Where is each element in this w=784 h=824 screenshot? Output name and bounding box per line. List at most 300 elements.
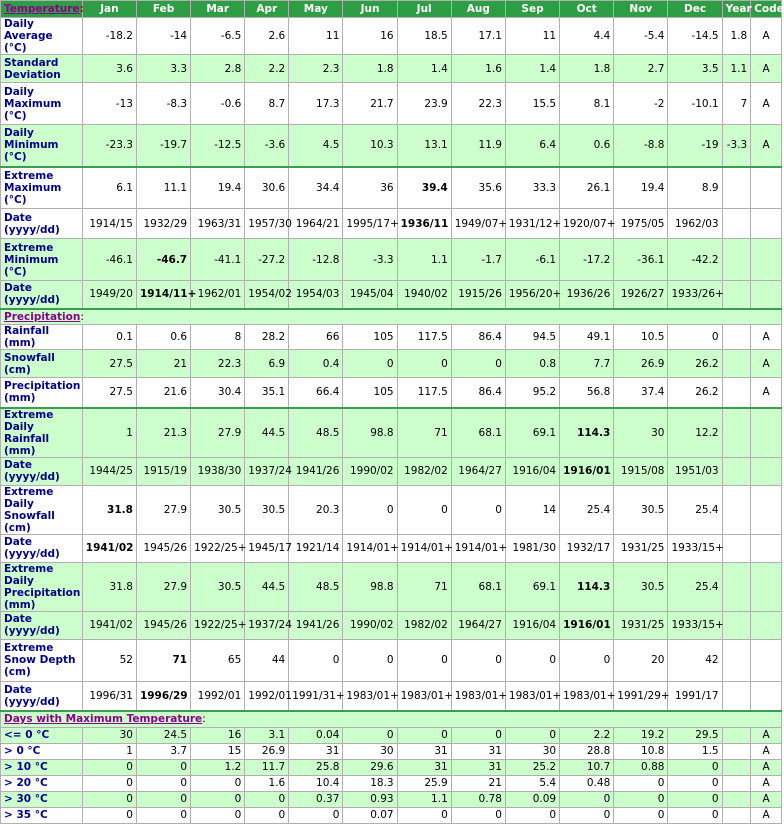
table-cell: 29.5 — [668, 727, 722, 743]
table-cell: 0 — [245, 807, 289, 823]
table-cell: 1991/31+ — [289, 681, 343, 711]
row-label: <= 0 °C — [1, 727, 83, 743]
table-cell: -8.3 — [136, 83, 190, 125]
table-row — [1, 759, 782, 775]
table-cell: 13.1 — [397, 125, 451, 167]
table-row — [1, 209, 782, 239]
table-cell — [722, 611, 751, 639]
table-cell: 0 — [343, 350, 397, 378]
code-cell: A — [751, 775, 782, 791]
table-cell: 3.7 — [136, 743, 190, 759]
table-cell: 48.5 — [289, 562, 343, 611]
table-cell: 0 — [343, 485, 397, 534]
table-cell: 0 — [560, 639, 614, 681]
table-cell: 1990/02 — [343, 457, 397, 485]
section-heading: Days with Maximum Temperature: — [1, 711, 782, 727]
table-cell: 27.5 — [82, 350, 136, 378]
table-cell: 3.5 — [668, 55, 722, 83]
table-cell: 68.1 — [451, 408, 505, 458]
table-cell: 8 — [191, 325, 245, 350]
table-cell: 0.6 — [560, 125, 614, 167]
table-cell: 48.5 — [289, 408, 343, 458]
table-cell: 7 — [722, 83, 751, 125]
table-cell: 1945/04 — [343, 281, 397, 309]
table-cell: 1.2 — [191, 759, 245, 775]
code-cell — [751, 209, 782, 239]
table-row — [1, 611, 782, 639]
table-cell: 49.1 — [560, 325, 614, 350]
table-cell: 20.3 — [289, 485, 343, 534]
table-row — [1, 727, 782, 743]
table-cell: 94.5 — [505, 325, 559, 350]
table-cell: 1982/02 — [397, 611, 451, 639]
table-cell: 19.4 — [614, 167, 668, 209]
table-cell: 0.6 — [136, 325, 190, 350]
table-row — [1, 562, 782, 611]
table-cell: 1945/26 — [136, 611, 190, 639]
table-cell: 11.9 — [451, 125, 505, 167]
table-cell: 30 — [343, 743, 397, 759]
table-cell: 66 — [289, 325, 343, 350]
table-cell: 1933/26+ — [668, 281, 722, 309]
code-cell: A — [751, 743, 782, 759]
table-cell — [722, 743, 751, 759]
table-cell — [722, 378, 751, 408]
table-cell: 0 — [451, 639, 505, 681]
table-cell: 0 — [397, 350, 451, 378]
table-cell: 117.5 — [397, 325, 451, 350]
table-cell: 0.1 — [82, 325, 136, 350]
code-cell — [751, 239, 782, 281]
table-row — [1, 125, 782, 167]
table-cell: 66.4 — [289, 378, 343, 408]
row-label: > 20 °C — [1, 775, 83, 791]
row-label: Daily Minimum (°C) — [1, 125, 83, 167]
header-mar: Mar — [191, 1, 245, 18]
code-cell — [751, 485, 782, 534]
code-cell — [751, 611, 782, 639]
table-cell: 0.8 — [505, 350, 559, 378]
table-cell: 2.2 — [560, 727, 614, 743]
table-cell: 1.8 — [343, 55, 397, 83]
table-cell: -8.8 — [614, 125, 668, 167]
table-cell: 30.6 — [245, 167, 289, 209]
table-cell: 0 — [136, 775, 190, 791]
table-cell: 17.3 — [289, 83, 343, 125]
table-cell: 1936/11 — [397, 209, 451, 239]
table-cell — [722, 239, 751, 281]
table-row — [1, 55, 782, 83]
table-cell: -12.5 — [191, 125, 245, 167]
header-jan: Jan — [82, 1, 136, 18]
table-cell — [722, 534, 751, 562]
table-cell: 105 — [343, 378, 397, 408]
code-cell — [751, 408, 782, 458]
table-cell: 5.4 — [505, 775, 559, 791]
table-cell: 0 — [451, 727, 505, 743]
table-cell: 1933/15+ — [668, 611, 722, 639]
section-heading: Precipitation: — [1, 309, 782, 325]
table-cell: 3.3 — [136, 55, 190, 83]
table-cell: 1995/17+ — [343, 209, 397, 239]
table-cell: 21 — [451, 775, 505, 791]
table-cell: 30 — [505, 743, 559, 759]
row-label: Snowfall (cm) — [1, 350, 83, 378]
table-cell: 26.9 — [614, 350, 668, 378]
table-cell: 1964/27 — [451, 457, 505, 485]
table-cell: 19.2 — [614, 727, 668, 743]
table-cell: 1936/26 — [560, 281, 614, 309]
table-cell: 18.5 — [397, 18, 451, 55]
table-cell: 0 — [245, 791, 289, 807]
table-cell: 71 — [397, 562, 451, 611]
header-row — [1, 1, 782, 18]
row-label: Daily Maximum (°C) — [1, 83, 83, 125]
code-cell: A — [751, 791, 782, 807]
table-cell: 6.9 — [245, 350, 289, 378]
table-cell: 1951/03 — [668, 457, 722, 485]
row-label: Date (yyyy/dd) — [1, 611, 83, 639]
table-cell: 31 — [451, 759, 505, 775]
table-cell: 0.4 — [289, 350, 343, 378]
table-cell: 1963/31 — [191, 209, 245, 239]
table-cell: 0 — [614, 791, 668, 807]
table-cell: 2.2 — [245, 55, 289, 83]
table-cell: 1922/25+ — [191, 534, 245, 562]
table-cell: 114.3 — [560, 408, 614, 458]
table-cell: -3.3 — [343, 239, 397, 281]
table-cell: 56.8 — [560, 378, 614, 408]
table-cell: 0 — [82, 775, 136, 791]
table-cell: 34.4 — [289, 167, 343, 209]
header-oct: Oct — [560, 1, 614, 18]
table-cell: 44.5 — [245, 408, 289, 458]
table-cell: 86.4 — [451, 325, 505, 350]
table-cell: 1916/01 — [560, 457, 614, 485]
row-label: Extreme Daily Snowfall (cm) — [1, 485, 83, 534]
table-cell: 11.1 — [136, 167, 190, 209]
table-cell: 1956/20+ — [505, 281, 559, 309]
table-cell: -6.5 — [191, 18, 245, 55]
table-cell: 1954/02 — [245, 281, 289, 309]
table-cell: 0 — [560, 791, 614, 807]
table-cell: 11 — [289, 18, 343, 55]
row-label: Date (yyyy/dd) — [1, 457, 83, 485]
table-cell: 1945/17 — [245, 534, 289, 562]
table-cell: 23.9 — [397, 83, 451, 125]
table-cell: 11.7 — [245, 759, 289, 775]
table-cell — [722, 807, 751, 823]
table-cell: 0 — [451, 807, 505, 823]
table-cell: 21.3 — [136, 408, 190, 458]
table-cell: 0 — [668, 807, 722, 823]
table-cell: 0 — [191, 775, 245, 791]
code-cell — [751, 457, 782, 485]
table-cell: 44 — [245, 639, 289, 681]
table-cell: 30 — [82, 727, 136, 743]
code-cell: A — [751, 18, 782, 55]
table-cell: 1982/02 — [397, 457, 451, 485]
table-cell: 0 — [82, 759, 136, 775]
table-cell: 105 — [343, 325, 397, 350]
table-cell: 44.5 — [245, 562, 289, 611]
table-cell: 20 — [614, 639, 668, 681]
table-row — [1, 350, 782, 378]
table-cell: 31.8 — [82, 562, 136, 611]
table-cell: 10.4 — [289, 775, 343, 791]
table-cell: 52 — [82, 639, 136, 681]
table-cell: 1916/04 — [505, 457, 559, 485]
table-cell: 114.3 — [560, 562, 614, 611]
table-cell: 1 — [82, 408, 136, 458]
table-cell: 1996/29 — [136, 681, 190, 711]
table-cell: 1915/19 — [136, 457, 190, 485]
row-label: Standard Deviation — [1, 55, 83, 83]
table-cell: 8.9 — [668, 167, 722, 209]
table-cell: 0.04 — [289, 727, 343, 743]
table-cell: 98.8 — [343, 562, 397, 611]
table-cell: 1964/21 — [289, 209, 343, 239]
table-cell: 15 — [191, 743, 245, 759]
table-cell: 24.5 — [136, 727, 190, 743]
table-cell: 0 — [668, 759, 722, 775]
table-cell: 0 — [343, 639, 397, 681]
code-cell — [751, 562, 782, 611]
section-row — [1, 309, 782, 325]
table-row — [1, 457, 782, 485]
table-cell: 16 — [343, 18, 397, 55]
table-cell: 0.09 — [505, 791, 559, 807]
table-cell: 18.3 — [343, 775, 397, 791]
table-cell: 1926/27 — [614, 281, 668, 309]
table-cell: 65 — [191, 639, 245, 681]
table-cell: 30 — [614, 408, 668, 458]
table-cell: 1949/20 — [82, 281, 136, 309]
table-cell — [722, 485, 751, 534]
table-cell: 2.8 — [191, 55, 245, 83]
table-cell: 1931/25 — [614, 534, 668, 562]
table-cell: 1931/25 — [614, 611, 668, 639]
table-cell: 27.9 — [191, 408, 245, 458]
table-row — [1, 807, 782, 823]
table-cell: -27.2 — [245, 239, 289, 281]
table-cell: -1.7 — [451, 239, 505, 281]
table-cell: 0 — [136, 807, 190, 823]
table-cell: 26.9 — [245, 743, 289, 759]
table-cell: 10.8 — [614, 743, 668, 759]
table-cell: -19.7 — [136, 125, 190, 167]
table-row — [1, 534, 782, 562]
table-cell — [722, 775, 751, 791]
table-cell: 1940/02 — [397, 281, 451, 309]
section-link[interactable]: Days with Maximum Temperature — [4, 713, 203, 726]
table-cell: 28.2 — [245, 325, 289, 350]
table-cell: -5.4 — [614, 18, 668, 55]
table-cell: 42 — [668, 639, 722, 681]
table-cell: 2.7 — [614, 55, 668, 83]
table-cell: 11 — [505, 18, 559, 55]
table-cell: 1938/30 — [191, 457, 245, 485]
table-cell: -3.6 — [245, 125, 289, 167]
table-cell: 1914/01+ — [397, 534, 451, 562]
table-cell: 0 — [668, 791, 722, 807]
table-cell: 2.3 — [289, 55, 343, 83]
table-cell: 0 — [82, 791, 136, 807]
table-cell — [722, 791, 751, 807]
table-cell: 1983/01+ — [343, 681, 397, 711]
table-cell: 1992/01 — [245, 681, 289, 711]
table-cell: 0.93 — [343, 791, 397, 807]
table-cell: 35.6 — [451, 167, 505, 209]
table-cell: 26.2 — [668, 350, 722, 378]
header-apr: Apr — [245, 1, 289, 18]
table-cell: 1.1 — [397, 239, 451, 281]
table-cell: -14 — [136, 18, 190, 55]
table-cell: -13 — [82, 83, 136, 125]
table-cell: -42.2 — [668, 239, 722, 281]
table-cell: 10.7 — [560, 759, 614, 775]
header-temperature[interactable]: Temperature: — [1, 1, 83, 18]
table-row — [1, 775, 782, 791]
table-cell: 12.2 — [668, 408, 722, 458]
table-cell: 71 — [397, 408, 451, 458]
header-may: May — [289, 1, 343, 18]
table-cell: 8.1 — [560, 83, 614, 125]
code-cell — [751, 639, 782, 681]
table-cell: 3.6 — [82, 55, 136, 83]
section-link[interactable]: Precipitation — [4, 310, 81, 323]
table-cell: 1991/29+ — [614, 681, 668, 711]
table-cell: 1949/07+ — [451, 209, 505, 239]
table-cell: 1992/01 — [191, 681, 245, 711]
table-cell: 1983/01+ — [451, 681, 505, 711]
table-cell: 4.5 — [289, 125, 343, 167]
table-row — [1, 639, 782, 681]
table-cell: 31 — [451, 743, 505, 759]
table-cell: 0 — [451, 350, 505, 378]
code-cell — [751, 681, 782, 711]
table-cell: -19 — [668, 125, 722, 167]
table-cell: 0 — [505, 639, 559, 681]
row-label: Date (yyyy/dd) — [1, 209, 83, 239]
table-cell: 1981/30 — [505, 534, 559, 562]
table-cell: 1.4 — [397, 55, 451, 83]
table-row — [1, 681, 782, 711]
table-cell: 1922/25+ — [191, 611, 245, 639]
table-cell: 1.6 — [451, 55, 505, 83]
table-cell: 0 — [397, 485, 451, 534]
table-cell: 26.1 — [560, 167, 614, 209]
header-sep: Sep — [505, 1, 559, 18]
table-cell: 1941/02 — [82, 611, 136, 639]
code-cell: A — [751, 807, 782, 823]
table-cell: 1.5 — [668, 743, 722, 759]
row-label: Extreme Maximum (°C) — [1, 167, 83, 209]
table-cell: 1914/11+ — [136, 281, 190, 309]
table-cell: 25.9 — [397, 775, 451, 791]
table-cell: 22.3 — [191, 350, 245, 378]
table-cell: 117.5 — [397, 378, 451, 408]
header-jul: Jul — [397, 1, 451, 18]
table-cell: 30.5 — [245, 485, 289, 534]
table-cell: 1941/26 — [289, 611, 343, 639]
table-cell: -14.5 — [668, 18, 722, 55]
row-label: Extreme Minimum (°C) — [1, 239, 83, 281]
table-cell: 0 — [136, 759, 190, 775]
table-row — [1, 239, 782, 281]
table-cell: 30.4 — [191, 378, 245, 408]
code-cell: A — [751, 350, 782, 378]
table-cell: 21.6 — [136, 378, 190, 408]
table-cell: 69.1 — [505, 562, 559, 611]
code-cell — [751, 167, 782, 209]
table-cell: 14 — [505, 485, 559, 534]
table-cell: 8.7 — [245, 83, 289, 125]
table-cell: 68.1 — [451, 562, 505, 611]
table-cell: 0.07 — [343, 807, 397, 823]
table-cell: 1932/29 — [136, 209, 190, 239]
table-cell: 0 — [505, 727, 559, 743]
table-cell: 1983/01+ — [560, 681, 614, 711]
table-cell: 3.1 — [245, 727, 289, 743]
table-cell: 0 — [668, 325, 722, 350]
table-cell: 0 — [397, 727, 451, 743]
table-cell: 1957/30 — [245, 209, 289, 239]
table-cell: 1975/05 — [614, 209, 668, 239]
table-cell: 35.1 — [245, 378, 289, 408]
header-nov: Nov — [614, 1, 668, 18]
table-row — [1, 378, 782, 408]
table-cell: -10.1 — [668, 83, 722, 125]
table-cell: 0.37 — [289, 791, 343, 807]
table-cell: 1933/15+ — [668, 534, 722, 562]
table-cell: 30.5 — [191, 562, 245, 611]
row-label: Date (yyyy/dd) — [1, 681, 83, 711]
table-cell: 16 — [191, 727, 245, 743]
table-cell: 21 — [136, 350, 190, 378]
table-cell: 28.8 — [560, 743, 614, 759]
table-cell: 1.1 — [722, 55, 751, 83]
table-cell: 1914/01+ — [451, 534, 505, 562]
table-cell: 21.7 — [343, 83, 397, 125]
table-cell: 6.4 — [505, 125, 559, 167]
section-row — [1, 711, 782, 727]
table-cell: 98.8 — [343, 408, 397, 458]
table-cell: 1915/26 — [451, 281, 505, 309]
header-aug: Aug — [451, 1, 505, 18]
table-cell: 0 — [451, 485, 505, 534]
table-cell: 31 — [397, 759, 451, 775]
table-cell: -41.1 — [191, 239, 245, 281]
header-year: Year — [722, 1, 751, 18]
table-cell: 1983/01+ — [397, 681, 451, 711]
table-cell: -46.7 — [136, 239, 190, 281]
table-cell: 1920/07+ — [560, 209, 614, 239]
table-row — [1, 18, 782, 55]
table-cell: 0.88 — [614, 759, 668, 775]
code-cell: A — [751, 55, 782, 83]
row-label: Extreme Daily Rainfall (mm) — [1, 408, 83, 458]
table-cell: 1962/01 — [191, 281, 245, 309]
table-cell: 2.6 — [245, 18, 289, 55]
table-cell: 1.8 — [722, 18, 751, 55]
table-cell: 31.8 — [82, 485, 136, 534]
row-label: Extreme Daily Precipitation (mm) — [1, 562, 83, 611]
table-cell: 1944/25 — [82, 457, 136, 485]
table-cell: 1964/27 — [451, 611, 505, 639]
table-cell: 37.4 — [614, 378, 668, 408]
table-cell: 36 — [343, 167, 397, 209]
